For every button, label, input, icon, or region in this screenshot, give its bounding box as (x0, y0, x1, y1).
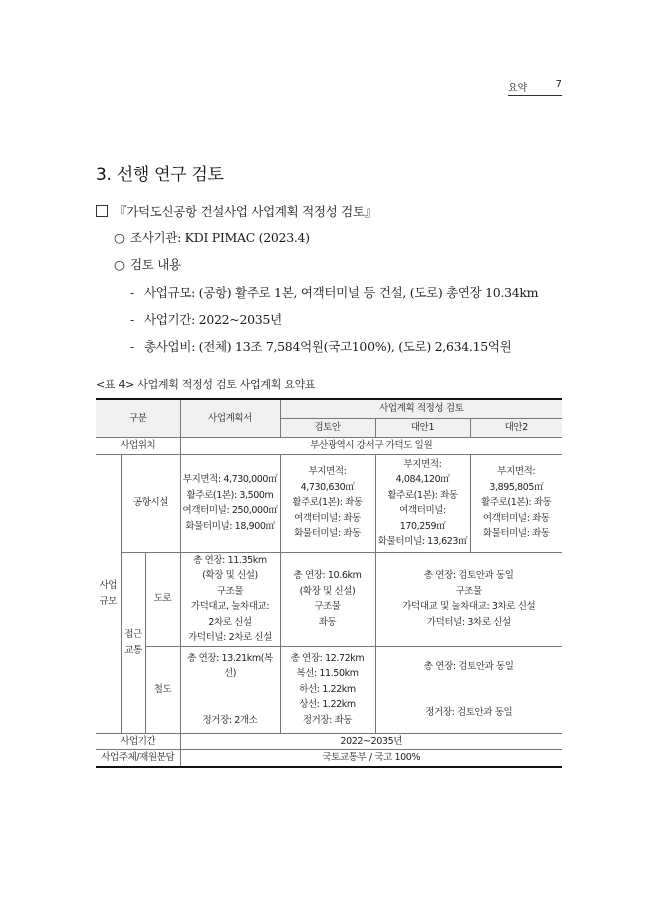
scale-label (96, 454, 121, 733)
period-label: 사업기간 (96, 733, 180, 750)
header-review: 검토안 (280, 419, 375, 438)
location-label: 사업위치 (96, 438, 180, 455)
cell-line: 4,084,120㎡ (395, 474, 450, 485)
cell-line: 여객터미널: 250,000㎡ (182, 505, 278, 516)
header-review-group: 사업계획 적정성 검토 (280, 399, 562, 419)
cell-line: 정거장: 2개소 (202, 714, 258, 726)
dash-bullet-icon: - (130, 285, 134, 300)
funding-value: 국토교통부 / 국고 100% (180, 750, 562, 767)
square-bullet-icon (96, 205, 108, 217)
cell-line: (확장 및 신설) (202, 570, 258, 581)
review-item (130, 283, 538, 301)
cell-line: 부지면적: (403, 458, 442, 470)
circle-bullet-icon: ○ (114, 230, 125, 245)
cell-line: 부지면적: (308, 466, 347, 478)
cell-line: 활주로(1본): 좌동 (481, 497, 552, 509)
cell-line: 총 연장: 검토안과 동일 (423, 570, 514, 581)
table-caption: <표 4> 사업계획 적정성 검토 사업계획 요약표 (96, 378, 316, 391)
cell-line: 활주로(1본): 좌동 (387, 489, 458, 501)
cell-line: 화물터미널: 좌동 (294, 528, 361, 540)
cell-line: 부지면적: (497, 466, 536, 478)
airport-review (280, 454, 375, 552)
airport-alt1 (375, 454, 470, 552)
page-number: 7 (555, 79, 562, 90)
cell-line: 정거장: 좌동 (302, 714, 353, 726)
circle-bullet-icon: ○ (114, 257, 125, 272)
dash-bullet-icon: - (130, 339, 134, 354)
agency-line (114, 228, 310, 246)
cell-line: 구조물 (455, 585, 482, 597)
cell-line: 화물터미널: 13,623㎡ (377, 536, 468, 547)
cell-line: (확장 및 신설) (299, 585, 356, 597)
cell-line: 총 연장: 13.21km(복선) (187, 652, 273, 680)
review-item-text: 사업기간: 2022~2035년 (144, 312, 282, 327)
cell-line: 정거장: 검토안과 동일 (425, 707, 513, 718)
header-category: 구분 (96, 399, 180, 438)
access-label-line: 접근 (124, 629, 142, 640)
cell-line: 3,895,805㎡ (489, 481, 544, 493)
review-text: 검토 내용 (130, 257, 181, 272)
cell-line: 가덕터널: 3차로 신설 (426, 616, 511, 628)
location-row (96, 438, 562, 455)
cell-line: 화물터미널: 18,900㎡ (185, 520, 275, 532)
cell-line: 구조물 (314, 601, 341, 612)
header-alt2: 대안2 (470, 419, 562, 438)
header-row (96, 399, 562, 419)
page-header (508, 79, 562, 96)
cell-line: 활주로(1본): 3,500m (186, 489, 274, 501)
header-plan: 사업계획서 (180, 399, 280, 438)
cell-line: 하선: 1.22km (299, 683, 356, 695)
cell-line: 좌동 (318, 616, 337, 628)
cell-line: 복선: 11.50km (296, 668, 359, 680)
road-label: 도로 (145, 552, 180, 646)
cell-line: 여객터미널: (399, 505, 446, 516)
rail-alt (375, 646, 562, 733)
cell-line: 총 연장: 11.35km (193, 554, 267, 566)
cell-line: 가덕터널: 2차로 신설 (188, 632, 272, 643)
cell-line: 상선: 1.22km (299, 699, 356, 711)
access-label (121, 552, 145, 733)
section-title: 3. 선행 연구 검토 (96, 165, 224, 185)
cell-line: 총 연장: 10.6km (293, 570, 362, 581)
study-title-line (96, 202, 377, 220)
scale-label-line: 규모 (99, 595, 118, 607)
airport-alt2 (470, 454, 562, 552)
rail-review (280, 646, 375, 733)
review-item (130, 310, 282, 328)
period-value: 2022~2035년 (180, 733, 562, 750)
cell-line: 활주로(1본): 좌동 (292, 497, 363, 509)
cell-line: 화물터미널: 좌동 (482, 528, 550, 540)
road-plan (180, 552, 280, 646)
cell-line: 170,259㎡ (399, 520, 446, 532)
rail-plan (180, 646, 280, 733)
header-alt1: 대안1 (375, 419, 470, 438)
agency-text: 조사기관: KDI PIMAC (2023.4) (130, 230, 310, 245)
review-item-text: 사업규모: (공항) 활주로 1본, 여객터미널 등 건설, (도로) 총연장 10.34km (144, 285, 539, 300)
cell-line: 2차로 신설 (208, 616, 252, 628)
airport-label: 공항시설 (121, 454, 180, 552)
funding-row (96, 750, 562, 767)
cell-line: 구조물 (216, 585, 244, 597)
dash-bullet-icon: - (130, 312, 134, 327)
study-title: 『가덕도신공항 건설사업 사업계획 적정성 검토』 (114, 204, 377, 219)
road-alt (375, 552, 562, 646)
road-row (96, 552, 562, 646)
location-value: 부산광역시 강서구 가덕도 일원 (180, 438, 562, 455)
airport-plan (180, 454, 280, 552)
airport-row (96, 454, 562, 552)
road-review (280, 552, 375, 646)
cell-line: 가덕대교, 눌차대교: (190, 601, 270, 612)
cell-spacer (377, 674, 562, 705)
review-item-text: 총사업비: (전체) 13조 7,584억원(국고100%), (도로) 2,634.15억원 (144, 339, 512, 354)
header-section-label: 요약 (508, 83, 528, 94)
rail-row (96, 646, 562, 733)
cell-line: 부지면적: 4,730,000㎡ (182, 474, 278, 485)
scale-label-line: 사업 (99, 580, 118, 591)
review-line (114, 255, 181, 273)
review-item (130, 337, 511, 355)
cell-line: 총 연장: 12.72km (290, 652, 365, 664)
period-row (96, 733, 562, 750)
funding-label: 사업주체/재원분담 (96, 750, 180, 767)
cell-line: 여객터미널: 좌동 (482, 512, 550, 524)
summary-table (96, 398, 562, 768)
cell-line: 4,730,630㎡ (300, 481, 355, 493)
cell-line: 총 연장: 검토안과 동일 (423, 660, 514, 672)
rail-label: 철도 (145, 646, 180, 733)
access-label-line: 교통 (124, 644, 142, 656)
cell-spacer (182, 682, 279, 713)
cell-line: 여객터미널: 좌동 (294, 512, 361, 524)
cell-line: 가덕대교 및 눌차대교: 3차로 신설 (402, 601, 536, 612)
